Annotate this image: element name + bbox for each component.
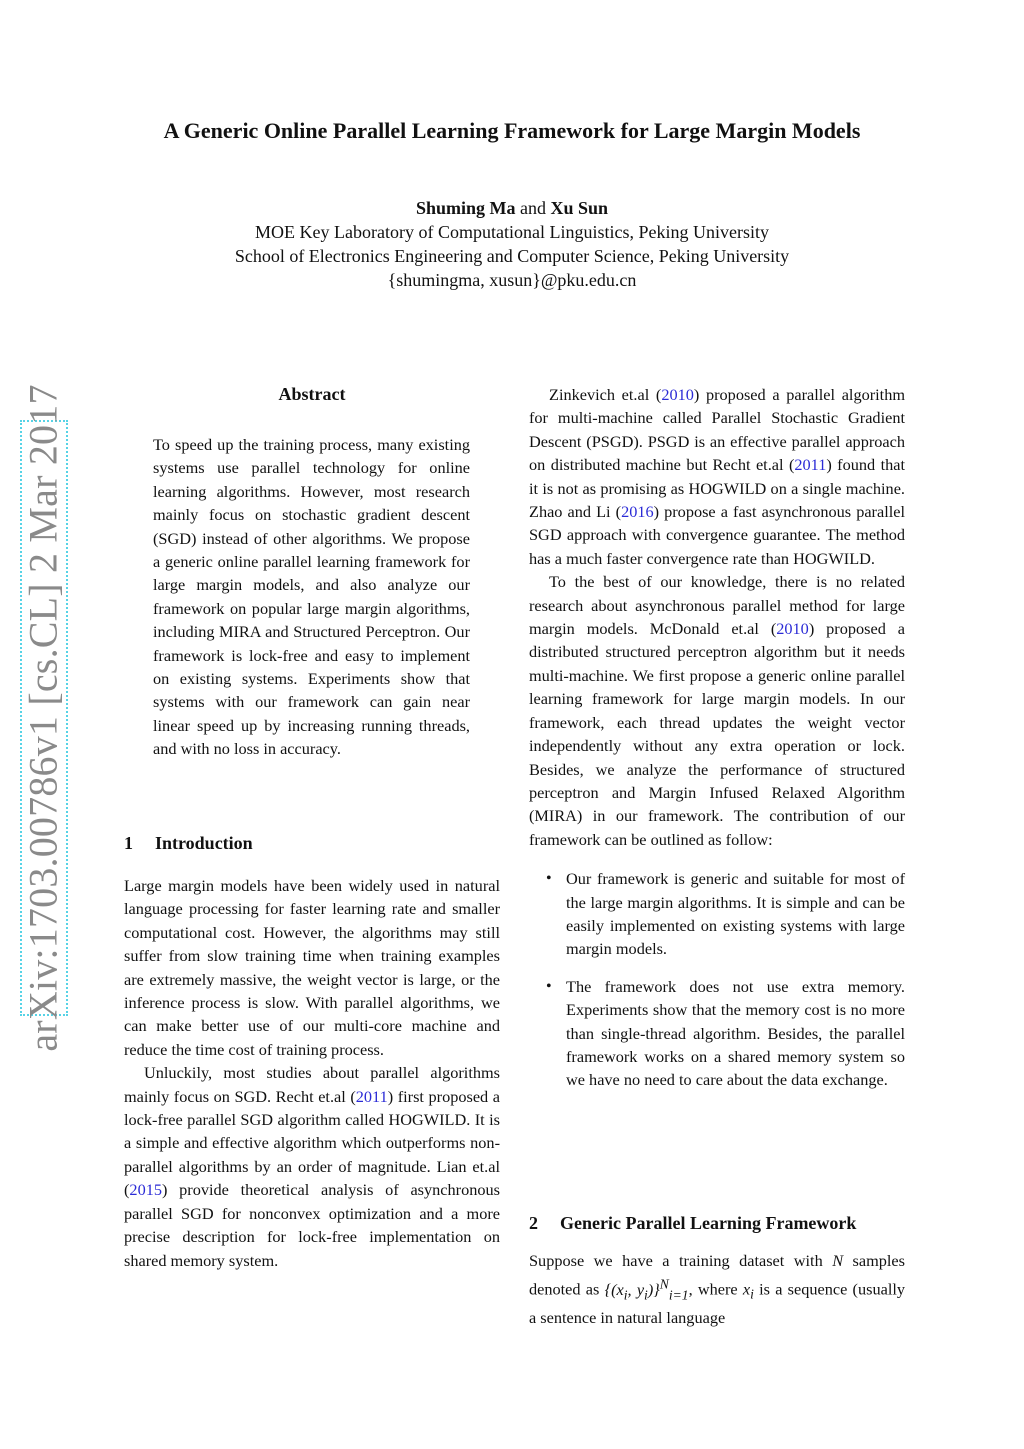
bullet-dot: • <box>546 870 552 888</box>
citation-zhao-li-2016[interactable]: 2016 <box>621 502 654 522</box>
math-var-x: x <box>742 1279 751 1299</box>
right-p1-text-c: ) found that it is not as promising as HOGWILD on a single machine. Zhao and Li ( <box>529 455 906 522</box>
affiliation-1: MOE Key Laboratory of Computational Linguistics, Peking University <box>255 222 769 242</box>
math-sub-i: i <box>623 1287 628 1303</box>
right-p2-text-a: To the best of our knowledge, there is no related research about asynchronous parallel method for large margin models. McDonald et.al ( <box>529 572 905 639</box>
author-and: and <box>519 198 546 218</box>
contribution-list <box>529 867 905 1092</box>
intro-p2-text-a: Unluckily, most studies about parallel algorithms mainly focus on SGD. Recht et.al ( <box>124 1063 500 1106</box>
section-1-title: Introduction <box>155 833 253 853</box>
contribution-item <box>529 867 905 961</box>
section-2-body <box>529 1249 905 1330</box>
section-1-number: 1 <box>124 833 133 853</box>
math-set-mid: , y <box>627 1279 645 1299</box>
contribution-text: The framework does not use extra memory. Experiments show that the memory cost is no more than single-thread algorithm. Besides, the parallel framework works on a shared memory system so we have no need to care about the data exchange. <box>566 976 905 1090</box>
introduction-body <box>124 874 500 1272</box>
intro-p2-text-c: ) provide theoretical analysis of asynchronous parallel SGD for nonconvex optimization and a more precise description for lock-free implementation on shared memory system. <box>124 1180 500 1270</box>
bullet-dot: • <box>546 977 552 995</box>
author-email: {shumingma, xusun}@pku.edu.cn <box>387 270 637 290</box>
s2-text-c: , where <box>688 1279 743 1299</box>
section-2-heading <box>529 1213 856 1234</box>
s2-text-b: samples denoted as <box>529 1251 905 1299</box>
right-paragraph-1 <box>529 383 905 570</box>
abstract-text: To speed up the training process, many existing systems use parallel technology for online learning algorithms. However, most research mainly focus on stochastic gradient descent (SGD) instead of other algorithms. We propose a generic online parallel learning framework for large margin models, and also analyze our framework on popular large margin algorithms, including MIRA and Structured Perceptron. Our framework is lock-free and easy to implement on existing systems. Experiments show that systems with our framework can gain near linear speed up by increasing running threads, and with no loss in accuracy. <box>153 435 470 759</box>
right-p1-text-a: Zinkevich et.al ( <box>549 385 662 404</box>
author-names <box>0 196 1024 220</box>
author-2: Xu Sun <box>550 198 609 218</box>
paper-title: A Generic Online Parallel Learning Framework for Large Margin Models <box>163 118 861 143</box>
abstract-heading: Abstract <box>278 384 346 404</box>
intro-p2-text-b: ) first proposed a lock-free parallel SGD algorithm called HOGWILD. It is a simple and effective algorithm which outperforms non-parallel algorithms by an order of magnitude. Lian et.al ( <box>124 1086 500 1200</box>
citation-mcdonald-2010[interactable]: 2010 <box>776 619 809 639</box>
author-block <box>0 196 1024 292</box>
math-sup-N: N <box>659 1276 669 1292</box>
contribution-text: Our framework is generic and suitable for most of the large margin algorithms. It is simple and can be easily implemented on existing systems with large margin models. <box>566 869 905 959</box>
math-var-N: N <box>832 1251 844 1270</box>
math-set-open: {(x <box>604 1279 624 1299</box>
right-column-body <box>529 383 905 1092</box>
section-2-title: Generic Parallel Learning Framework <box>560 1213 857 1233</box>
math-sub-i-2: i <box>644 1287 648 1303</box>
author-1: Shuming Ma <box>415 198 516 218</box>
citation-lian-2015[interactable]: 2015 <box>129 1180 162 1200</box>
right-paragraph-2 <box>529 570 905 851</box>
intro-paragraph-2 <box>124 1061 500 1272</box>
contribution-item <box>529 975 905 1092</box>
citation-recht-2011-b[interactable]: 2011 <box>794 455 827 475</box>
citation-zinkevich-2010[interactable]: 2010 <box>661 385 694 404</box>
section-2-paragraph-1 <box>529 1249 905 1330</box>
math-set-close: )} <box>647 1279 660 1299</box>
intro-paragraph-1: Large margin models have been widely used in natural language processing for faster learning rate and smaller computational cost. However, the algorithms may still suffer from slow training time when training examples are extremely massive, the weight vector is large, or the inference process is slow. With parallel algorithms, we can make better use of our multi-core machine and reduce the time cost of training process. <box>124 876 500 1059</box>
math-dataset-set <box>604 1276 689 1303</box>
math-var-x-sub: i <box>750 1287 754 1303</box>
right-p1-text-d: ) propose a fast asynchronous parallel SGD approach with convergence guarantee. The method has a much faster convergence rate than HOGWILD. <box>529 502 906 568</box>
arxiv-identifier[interactable]: arXiv:1703.00786v1 [cs.CL] 2 Mar 2017 <box>20 384 66 1052</box>
right-p1-text-b: ) proposed a parallel algorithm for multi-machine called Parallel Stochastic Gradient Descent (PSGD). PSGD is an effective parallel approach on distributed machine but Recht et.al ( <box>529 385 905 475</box>
section-2-number: 2 <box>529 1213 538 1233</box>
affiliation-2: School of Electronics Engineering and Computer Science, Peking University <box>234 246 790 266</box>
math-sub-range: i=1 <box>668 1287 689 1303</box>
section-1-heading <box>124 833 253 854</box>
s2-text-d: is a sequence (usually a sentence in natural language <box>529 1279 906 1328</box>
right-p2-text-b: ) proposed a distributed structured perceptron algorithm but it needs multi-machine. We first propose a generic online parallel learning framework for large margin models. In our framework, each thread updates the weight vector independently without any extra operation or lock. Besides, we analyze the performance of structured perceptron and Margin Infused Relaxed Algorithm (MIRA) in our framework. The contribution of our framework can be outlined as follow: <box>529 619 905 849</box>
citation-recht-2011[interactable]: 2011 <box>355 1086 388 1106</box>
s2-text-a: Suppose we have a training dataset with <box>529 1251 833 1270</box>
abstract-body <box>153 433 470 761</box>
